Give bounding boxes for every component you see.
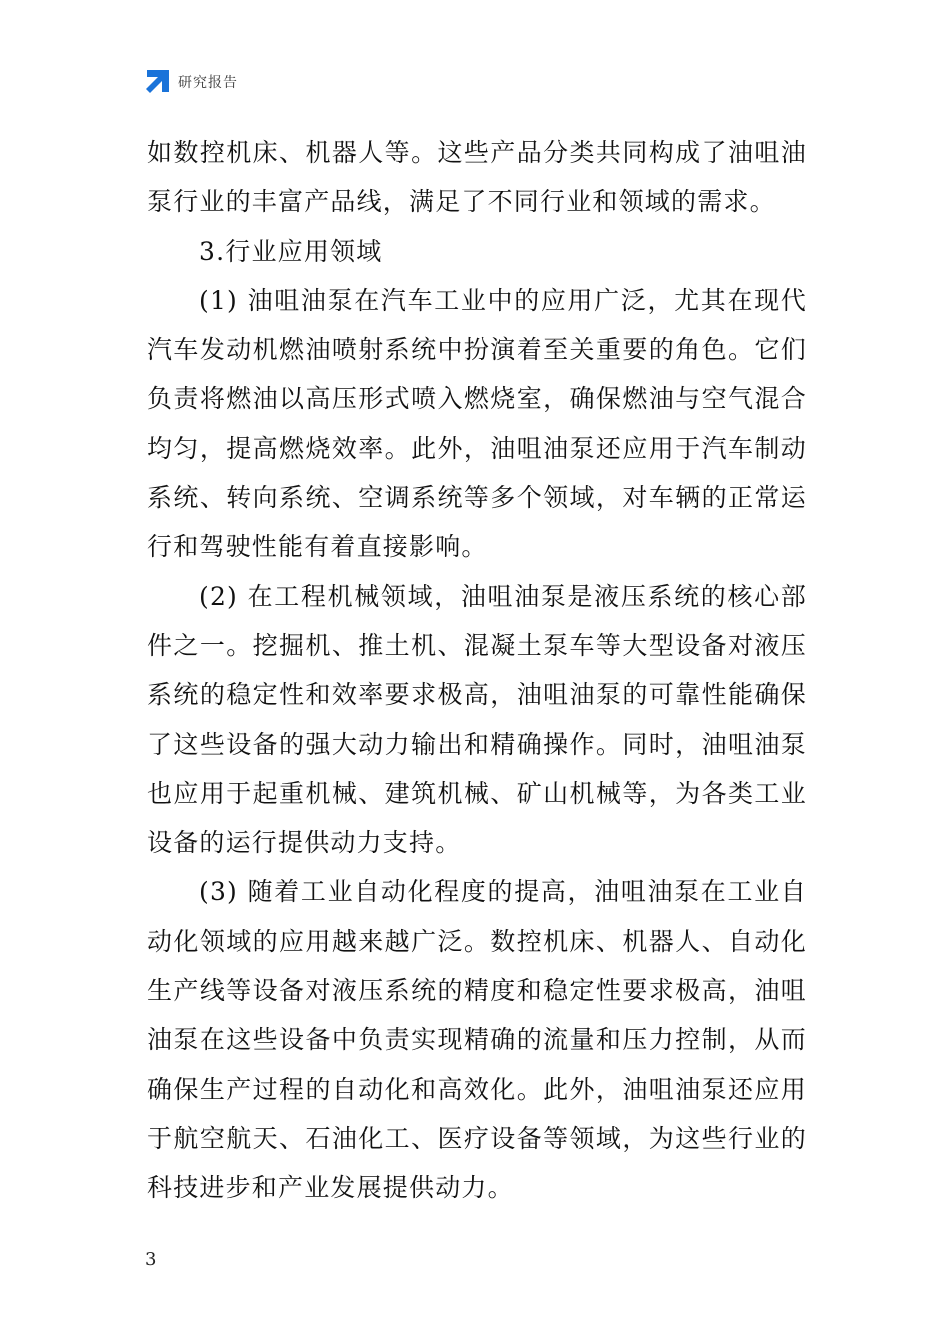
paragraph-continuation: 如数控机床、机器人等。这些产品分类共同构成了油咀油泵行业的丰富产品线，满足了不同行业和领域的需求。 <box>147 138 807 217</box>
paragraph-industrial-automation: (3) 随着工业自动化程度的提高，油咀油泵在工业自动化领域的应用越来越广泛。数控机床、机器人、自动化生产线等设备对液压系统的精度和稳定性要求极高，油咀油泵在这些设备中负责实现精确的流量和压力控制，从而确保生产过程的自动化和高效化。此外，油咀油泵还应用于航空航天、石油化工、医疗设备等领域，为这些行业的科技进步和产业发展提供动力。 <box>147 877 807 1203</box>
document-body <box>147 128 807 1213</box>
page-number: 3 <box>145 1249 157 1270</box>
paragraph-engineering-machinery: (2) 在工程机械领域，油咀油泵是液压系统的核心部件之一。挖掘机、推土机、混凝土泵车等大型设备对液压系统的稳定性和效率要求极高，油咀油泵的可靠性能确保了这些设备的强大动力输出和精确操作。同时，油咀油泵也应用于起重机械、建筑机械、矿山机械等，为各类工业设备的运行提供动力支持。 <box>147 581 807 858</box>
section-heading: 3.行业应用领域 <box>199 236 383 266</box>
paragraph-automotive: (1) 油咀油泵在汽车工业中的应用广泛，尤其在现代汽车发动机燃油喷射系统中扮演着至关重要的角色。它们负责将燃油以高压形式喷入燃烧室，确保燃油与空气混合均匀，提高燃烧效率。此外，油咀油泵还应用于汽车制动系统、转向系统、空调系统等多个领域，对车辆的正常运行和驾驶性能有着直接影响。 <box>147 285 807 562</box>
page-header <box>144 68 238 96</box>
header-title: 研究报告 <box>178 75 238 91</box>
report-logo-icon <box>144 69 170 95</box>
